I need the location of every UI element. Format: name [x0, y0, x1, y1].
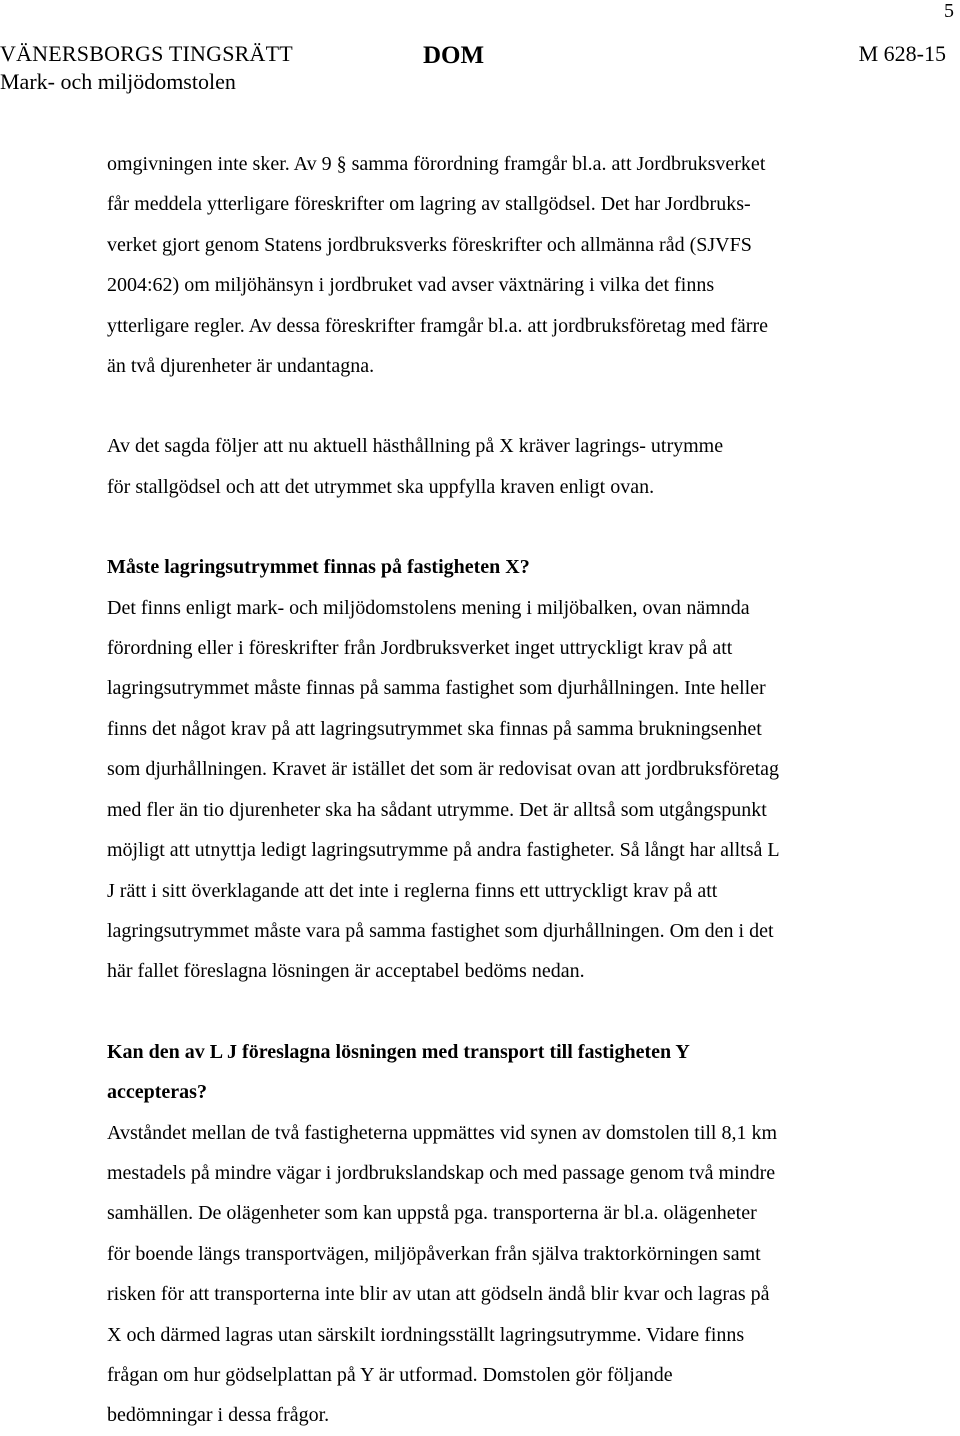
text-line: förordning eller i föreskrifter från Jordbruksverket inget uttryckligt krav på att [107, 637, 733, 660]
text-line: omgivningen inte sker. Av 9 § samma förordning framgår bl.a. att Jordbruksverket [107, 153, 766, 175]
text-line: mestadels på mindre vägar i jordbrukslandskap och med passage genom två mindre [107, 1161, 776, 1184]
text-line: bedömningar i dessa frågor. [107, 1404, 330, 1427]
paragraph-conclusion [107, 426, 897, 507]
text-line: lagringsutrymmet måste vara på samma fastighet som djurhållningen. Om den i det [107, 919, 774, 942]
case-number: M 628-15 [858, 41, 946, 66]
paragraph-regulations [107, 144, 897, 386]
text-line: Det finns enligt mark- och miljödomstolens mening i miljöbalken, ovan nämnda [107, 596, 750, 619]
text-line: för boende längs transportvägen, miljöpåverkan från själva traktorkörningen samt [107, 1242, 761, 1265]
text-line: risken för att transporterna inte blir av utan att gödseln ändå blir kvar och lagras på [107, 1283, 770, 1306]
text-line: samhällen. De olägenheter som kan uppstå pga. transporterna är bl.a. olägenheter [107, 1202, 757, 1225]
text-line: ytterligare regler. Av dessa föreskrifter framgår bl.a. att jordbruksföretag med färre [107, 314, 769, 337]
text-line: här fallet föreslagna lösningen är acceptabel bedöms nedan. [107, 960, 585, 983]
section-heading: Måste lagringsutrymmet finnas på fastigheten X? [107, 556, 530, 579]
text-line: än två djurenheter är undantagna. [107, 355, 375, 378]
text-line: 2004:62) om miljöhänsyn i jordbruket vad avser växtnäring i vilka det finns [107, 274, 715, 297]
text-line: verket gjort genom Statens jordbruksverks föreskrifter och allmänna råd (SJVFS [107, 233, 752, 256]
text-line: för stallgödsel och att det utrymmet ska uppfylla kraven enligt ovan. [107, 475, 655, 498]
section-heading: Kan den av L J föreslagna lösningen med transport till fastigheten Y [107, 1040, 690, 1063]
court-name: VÄNERSBORGS TINGSRÄTT [0, 41, 293, 66]
section-storage-location [107, 547, 897, 991]
text-line: lagringsutrymmet måste finnas på samma fastighet som djurhållningen. Inte heller [107, 677, 766, 700]
document-type: DOM [423, 42, 485, 69]
text-line: frågan om hur gödselplattan på Y är utformad. Domstolen gör följande [107, 1363, 673, 1386]
section-heading: accepteras? [107, 1081, 207, 1104]
text-line: X och därmed lagras utan särskilt iordningsställt lagringsutrymme. Vidare finns [107, 1323, 745, 1346]
text-line: möjligt att utnyttja ledigt lagringsutrymme på andra fastigheter. Så långt har alltså L [107, 839, 780, 862]
text-line: Av det sagda följer att nu aktuell hästhållning på X kräver lagrings- utrymme [107, 435, 724, 458]
text-line: finns det något krav på att lagringsutrymmet ska finnas på samma brukningsenhet [107, 717, 762, 740]
court-division: Mark- och miljödomstolen [0, 69, 236, 94]
document-body [107, 144, 897, 1436]
text-line: med fler än tio djurenheter ska ha sådant utrymme. Det är alltså som utgångspunkt [107, 798, 767, 821]
text-line: Avståndet mellan de två fastigheterna uppmättes vid synen av domstolen till 8,1 km [107, 1121, 778, 1144]
section-transport-solution [107, 1032, 897, 1436]
document-header [0, 41, 960, 97]
text-line: J rätt i sitt överklagande att det inte i reglerna finns ett uttryckligt krav på att [107, 879, 718, 902]
text-line: som djurhållningen. Kravet är istället det som är redovisat ovan att jordbruksföretag [107, 758, 780, 781]
page-number: 5 [944, 0, 954, 22]
text-line: får meddela ytterligare föreskrifter om lagring av stallgödsel. Det har Jordbruks- [107, 193, 751, 216]
